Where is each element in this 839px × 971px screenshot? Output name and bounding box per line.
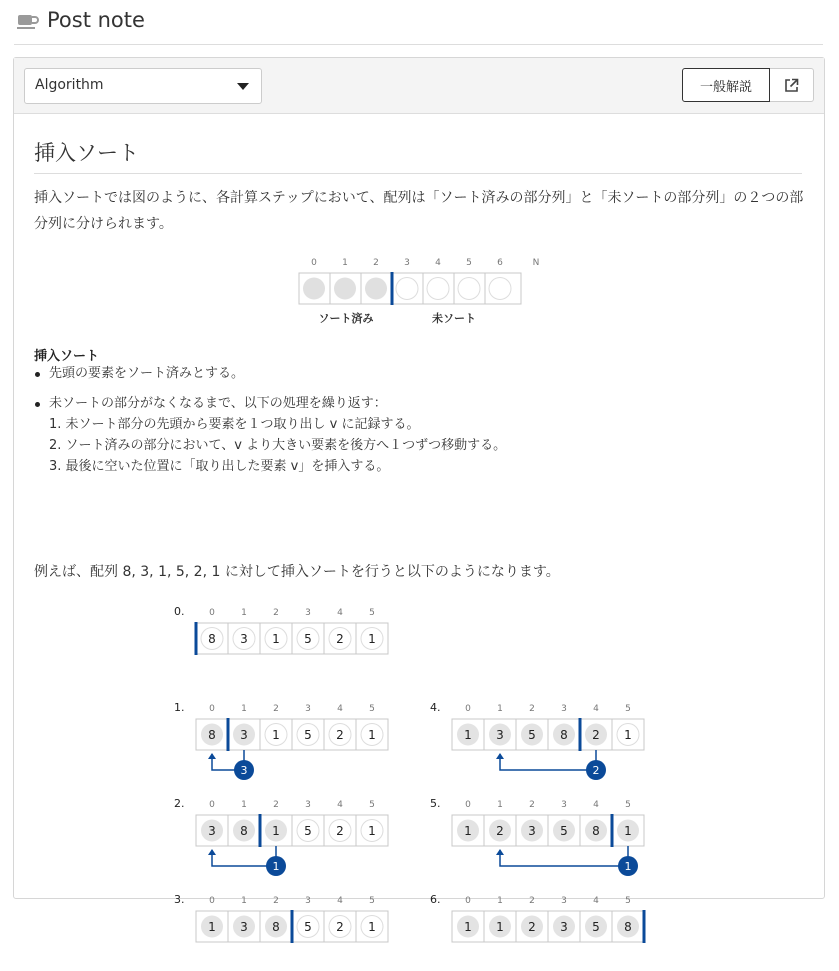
toolbar-button-group xyxy=(682,68,814,102)
unsorted-circle xyxy=(427,278,449,300)
step-index: 1 xyxy=(497,896,503,906)
open-external-button[interactable] xyxy=(770,68,814,102)
value-label: 8 xyxy=(624,920,632,934)
value-label: 1 xyxy=(272,632,280,646)
value-label: 1 xyxy=(208,920,216,934)
step-index: 2 xyxy=(273,608,279,618)
value-label: 1 xyxy=(272,728,280,742)
value-label: 1 xyxy=(368,632,376,646)
value-label: 3 xyxy=(528,824,536,838)
figure1-index: 1 xyxy=(342,258,348,268)
sorted-label: ソート済み xyxy=(318,312,374,325)
arrow-head xyxy=(496,753,504,759)
page-title: Post note xyxy=(47,8,145,32)
value-label: 1 xyxy=(464,824,472,838)
figure1-index: 4 xyxy=(435,258,441,268)
figure1-index: 0 xyxy=(311,258,317,268)
step-number: 4. xyxy=(430,701,441,714)
value-label: 5 xyxy=(304,824,312,838)
value-label: 2 xyxy=(592,728,600,742)
value-label: 8 xyxy=(240,824,248,838)
step-index: 5 xyxy=(625,800,631,810)
category-select[interactable] xyxy=(24,68,262,104)
bullet1-text: 先頭の要素をソート済みとする。 xyxy=(49,366,245,381)
figure1-index: 2 xyxy=(373,258,379,268)
step-index: 1 xyxy=(241,608,247,618)
page-header xyxy=(0,0,839,46)
step-index: 4 xyxy=(593,800,599,810)
value-label: 1 xyxy=(368,728,376,742)
step-index: 4 xyxy=(337,896,343,906)
step-index: 0 xyxy=(465,896,471,906)
step-index: 5 xyxy=(369,608,375,618)
value-label: 2 xyxy=(528,920,536,934)
step-index: 4 xyxy=(337,608,343,618)
step-index: 5 xyxy=(625,896,631,906)
step2-text: 2. ソート済みの部分において、v より大きい要素を後方へ１つずつ移動する。 xyxy=(49,438,507,453)
value-label: 2 xyxy=(336,632,344,646)
step-index: 1 xyxy=(497,800,503,810)
value-label: 3 xyxy=(208,824,216,838)
move-arrow xyxy=(500,750,596,770)
unsorted-circle xyxy=(396,278,418,300)
step-number: 5. xyxy=(430,797,441,810)
step-badge-label: 1 xyxy=(624,860,632,873)
value-label: 5 xyxy=(528,728,536,742)
figure1-index: 3 xyxy=(404,258,410,268)
value-label: 8 xyxy=(592,824,600,838)
note-panel xyxy=(13,57,825,934)
value-label: 3 xyxy=(240,632,248,646)
step-index: 4 xyxy=(337,704,343,714)
value-label: 2 xyxy=(496,824,504,838)
value-label: 1 xyxy=(624,728,632,742)
external-link-icon xyxy=(784,78,799,93)
step-index: 5 xyxy=(625,704,631,714)
sorted-circle xyxy=(334,278,356,300)
header-divider xyxy=(14,44,823,45)
step-index: 3 xyxy=(305,608,311,618)
category-select-value: Algorithm xyxy=(35,77,104,93)
step-index: 3 xyxy=(561,896,567,906)
step-index: 0 xyxy=(209,896,215,906)
section-divider xyxy=(34,173,802,174)
value-label: 1 xyxy=(368,824,376,838)
step-number: 2. xyxy=(174,797,185,810)
sorted-circle xyxy=(365,278,387,300)
step-index: 4 xyxy=(337,800,343,810)
algorithm-list xyxy=(34,363,804,477)
step-index: 3 xyxy=(305,800,311,810)
coffee-cup-icon xyxy=(17,14,39,30)
sorted-circle xyxy=(303,278,325,300)
step-index: 1 xyxy=(497,704,503,714)
step-index: 1 xyxy=(241,800,247,810)
arrow-head xyxy=(208,849,216,855)
step-index: 2 xyxy=(529,896,535,906)
step-index: 0 xyxy=(209,608,215,618)
step-index: 2 xyxy=(273,704,279,714)
step-index: 0 xyxy=(209,704,215,714)
step-number: 3. xyxy=(174,893,185,906)
value-label: 1 xyxy=(368,920,376,934)
value-label: 1 xyxy=(624,824,632,838)
insertion-sort-steps-figure xyxy=(174,601,734,971)
unsorted-label: 未ソート xyxy=(432,312,476,325)
value-label: 1 xyxy=(272,824,280,838)
step-index: 3 xyxy=(305,896,311,906)
general-explanation-button[interactable]: 一般解説 xyxy=(682,68,770,102)
step-index: 0 xyxy=(465,704,471,714)
value-label: 2 xyxy=(336,824,344,838)
value-label: 1 xyxy=(496,920,504,934)
value-label: 1 xyxy=(464,728,472,742)
sorted-unsorted-figure xyxy=(296,255,556,327)
value-label: 8 xyxy=(208,632,216,646)
step-number: 0. xyxy=(174,605,185,618)
value-label: 5 xyxy=(560,824,568,838)
step-index: 0 xyxy=(465,800,471,810)
figure1-indices xyxy=(311,258,539,268)
algorithm-title: 挿入ソート xyxy=(34,349,100,364)
step-index: 3 xyxy=(561,800,567,810)
step-number: 1. xyxy=(174,701,185,714)
value-label: 2 xyxy=(336,728,344,742)
value-label: 8 xyxy=(560,728,568,742)
step-index: 1 xyxy=(241,896,247,906)
unsorted-circle xyxy=(458,278,480,300)
move-arrow xyxy=(500,846,628,866)
step-index: 5 xyxy=(369,896,375,906)
step-index: 4 xyxy=(593,896,599,906)
figure1-index: 5 xyxy=(466,258,472,268)
arrow-head xyxy=(496,849,504,855)
value-label: 2 xyxy=(336,920,344,934)
step-index: 5 xyxy=(369,800,375,810)
value-label: 1 xyxy=(464,920,472,934)
value-label: 5 xyxy=(304,632,312,646)
step-index: 2 xyxy=(529,704,535,714)
step1-text: 1. 未ソート部分の先頭から要素を１つ取り出し v に記録する。 xyxy=(49,417,420,432)
step-badge-label: 3 xyxy=(240,764,248,777)
step-index: 2 xyxy=(273,896,279,906)
list-item xyxy=(34,363,804,385)
step-badge-label: 2 xyxy=(592,764,600,777)
value-label: 3 xyxy=(496,728,504,742)
list-item xyxy=(34,393,804,477)
section-title: 挿入ソート xyxy=(34,141,139,165)
figure1-index: N xyxy=(532,258,540,268)
unsorted-circle xyxy=(489,278,511,300)
value-label: 5 xyxy=(304,728,312,742)
step-index: 1 xyxy=(241,704,247,714)
step-index: 2 xyxy=(529,800,535,810)
step-index: 2 xyxy=(273,800,279,810)
value-label: 3 xyxy=(240,920,248,934)
step-index: 3 xyxy=(305,704,311,714)
bullet-dot xyxy=(35,402,40,407)
value-label: 5 xyxy=(592,920,600,934)
value-label: 8 xyxy=(272,920,280,934)
step3-text: 3. 最後に空いた位置に「取り出した要素 v」を挿入する。 xyxy=(49,459,390,474)
value-label: 3 xyxy=(240,728,248,742)
example-paragraph: 例えば、配列 8, 3, 1, 5, 2, 1 に対して挿入ソートを行うと以下のようになります。 xyxy=(34,564,560,580)
step-badge-label: 1 xyxy=(272,860,280,873)
step-index: 3 xyxy=(561,704,567,714)
caret-down-icon xyxy=(237,83,249,90)
value-label: 3 xyxy=(560,920,568,934)
step-index: 4 xyxy=(593,704,599,714)
bullet2-text: 未ソートの部分がなくなるまで、以下の処理を繰り返す： xyxy=(49,396,387,411)
bullet-dot xyxy=(35,372,40,377)
panel-toolbar xyxy=(14,58,824,114)
figure1-index: 6 xyxy=(497,258,503,268)
step-number: 6. xyxy=(430,893,441,906)
move-arrow xyxy=(212,846,276,866)
value-label: 8 xyxy=(208,728,216,742)
arrow-head xyxy=(208,753,216,759)
value-label: 5 xyxy=(304,920,312,934)
step-index: 0 xyxy=(209,800,215,810)
step-index: 5 xyxy=(369,704,375,714)
intro-paragraph: 挿入ソートでは図のように、各計算ステップにおいて、配列は「ソート済みの部分列」と「未ソートの部分列」の２つの部分列に分けられます。 xyxy=(34,190,804,232)
